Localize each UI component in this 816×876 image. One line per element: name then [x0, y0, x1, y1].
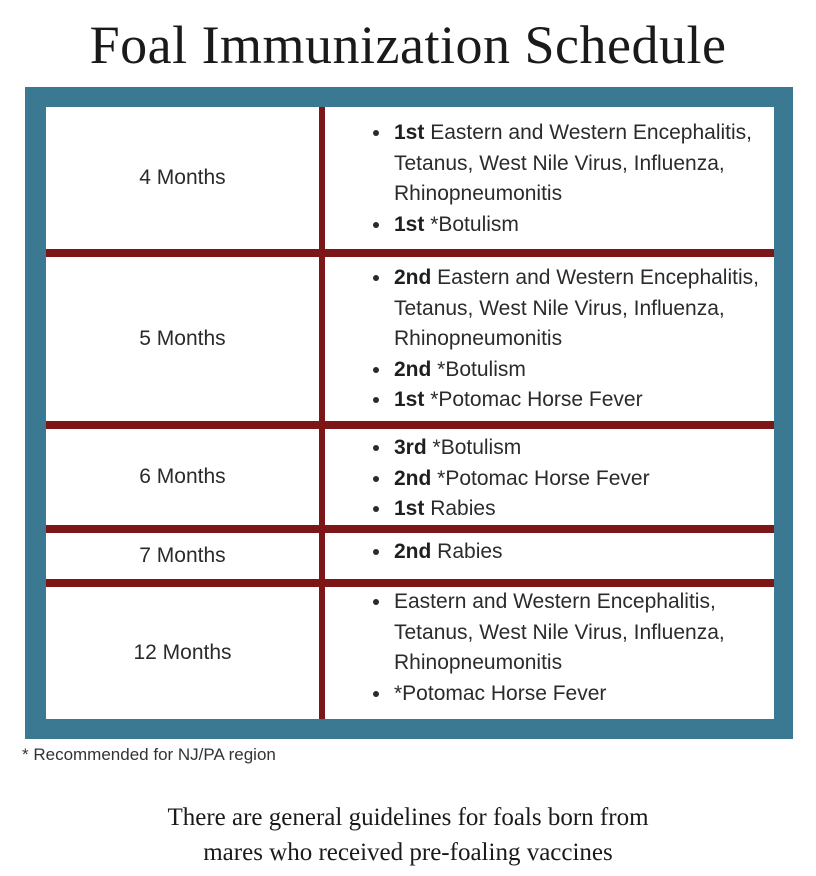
column-divider	[319, 107, 325, 719]
vaccine-name: *Botulism	[431, 357, 526, 381]
dose-number: 2nd	[394, 540, 432, 563]
guideline-note-line: mares who received pre-foaling vaccines	[203, 839, 613, 866]
list-item	[346, 118, 766, 210]
age-cell: 7 Months	[139, 544, 226, 567]
schedule-frame	[25, 87, 793, 739]
vaccine-name: *Potomac Horse Fever	[424, 388, 643, 411]
table-row	[46, 257, 774, 429]
schedule-table	[46, 107, 774, 719]
list-item	[346, 433, 766, 464]
list-item	[346, 210, 766, 241]
table-row	[46, 533, 774, 587]
list-item	[346, 679, 766, 710]
dose-number: 2nd	[394, 466, 432, 490]
footnote: * Recommended for NJ/PA region	[22, 745, 276, 764]
table-row	[46, 587, 774, 719]
dose-list	[346, 263, 766, 416]
dose-number: 2nd	[394, 266, 432, 289]
dose-list	[346, 537, 766, 568]
dose-list	[346, 587, 766, 709]
table-row	[46, 107, 774, 257]
guideline-note	[0, 800, 816, 870]
list-item	[346, 587, 766, 679]
dose-number: 3rd	[394, 436, 427, 459]
age-cell: 5 Months	[139, 327, 226, 350]
age-cell: 4 Months	[139, 166, 226, 189]
list-item	[346, 494, 766, 525]
list-item	[346, 355, 766, 386]
dose-number: 1st	[394, 121, 425, 144]
dose-list	[346, 433, 766, 525]
list-item	[346, 385, 766, 416]
dose-number: 2nd	[394, 357, 432, 381]
dose-number: 1st	[394, 212, 425, 236]
vaccine-name: Eastern and Western Encephalitis, Tetanus, West Nile Virus, Influenza, Rhinopneumonitis	[394, 266, 759, 350]
page-title: Foal Immunization Schedule	[89, 15, 727, 75]
vaccine-name: *Botulism	[426, 436, 522, 459]
vaccine-name: Eastern and Western Encephalitis, Tetanus, West Nile Virus, Influenza, Rhinopneumonitis	[394, 590, 725, 674]
list-item	[346, 464, 766, 495]
guideline-note-line: There are general guidelines for foals born from	[167, 804, 649, 831]
table-row	[46, 429, 774, 533]
list-item	[346, 537, 766, 568]
dose-list	[346, 118, 766, 240]
dose-number: 1st	[394, 388, 425, 411]
vaccine-name: *Potomac Horse Fever	[431, 466, 650, 490]
vaccine-name: *Potomac Horse Fever	[394, 681, 607, 705]
vaccine-name: Eastern and Western Encephalitis, Tetanus, West Nile Virus, Influenza, Rhinopneumonitis	[394, 121, 752, 205]
age-cell: 12 Months	[133, 641, 232, 664]
dose-number: 1st	[394, 497, 425, 520]
list-item	[346, 263, 766, 355]
age-cell: 6 Months	[139, 465, 226, 488]
vaccine-name: Rabies	[424, 497, 496, 520]
vaccine-name: Rabies	[431, 540, 503, 563]
vaccine-name: *Botulism	[424, 212, 519, 236]
